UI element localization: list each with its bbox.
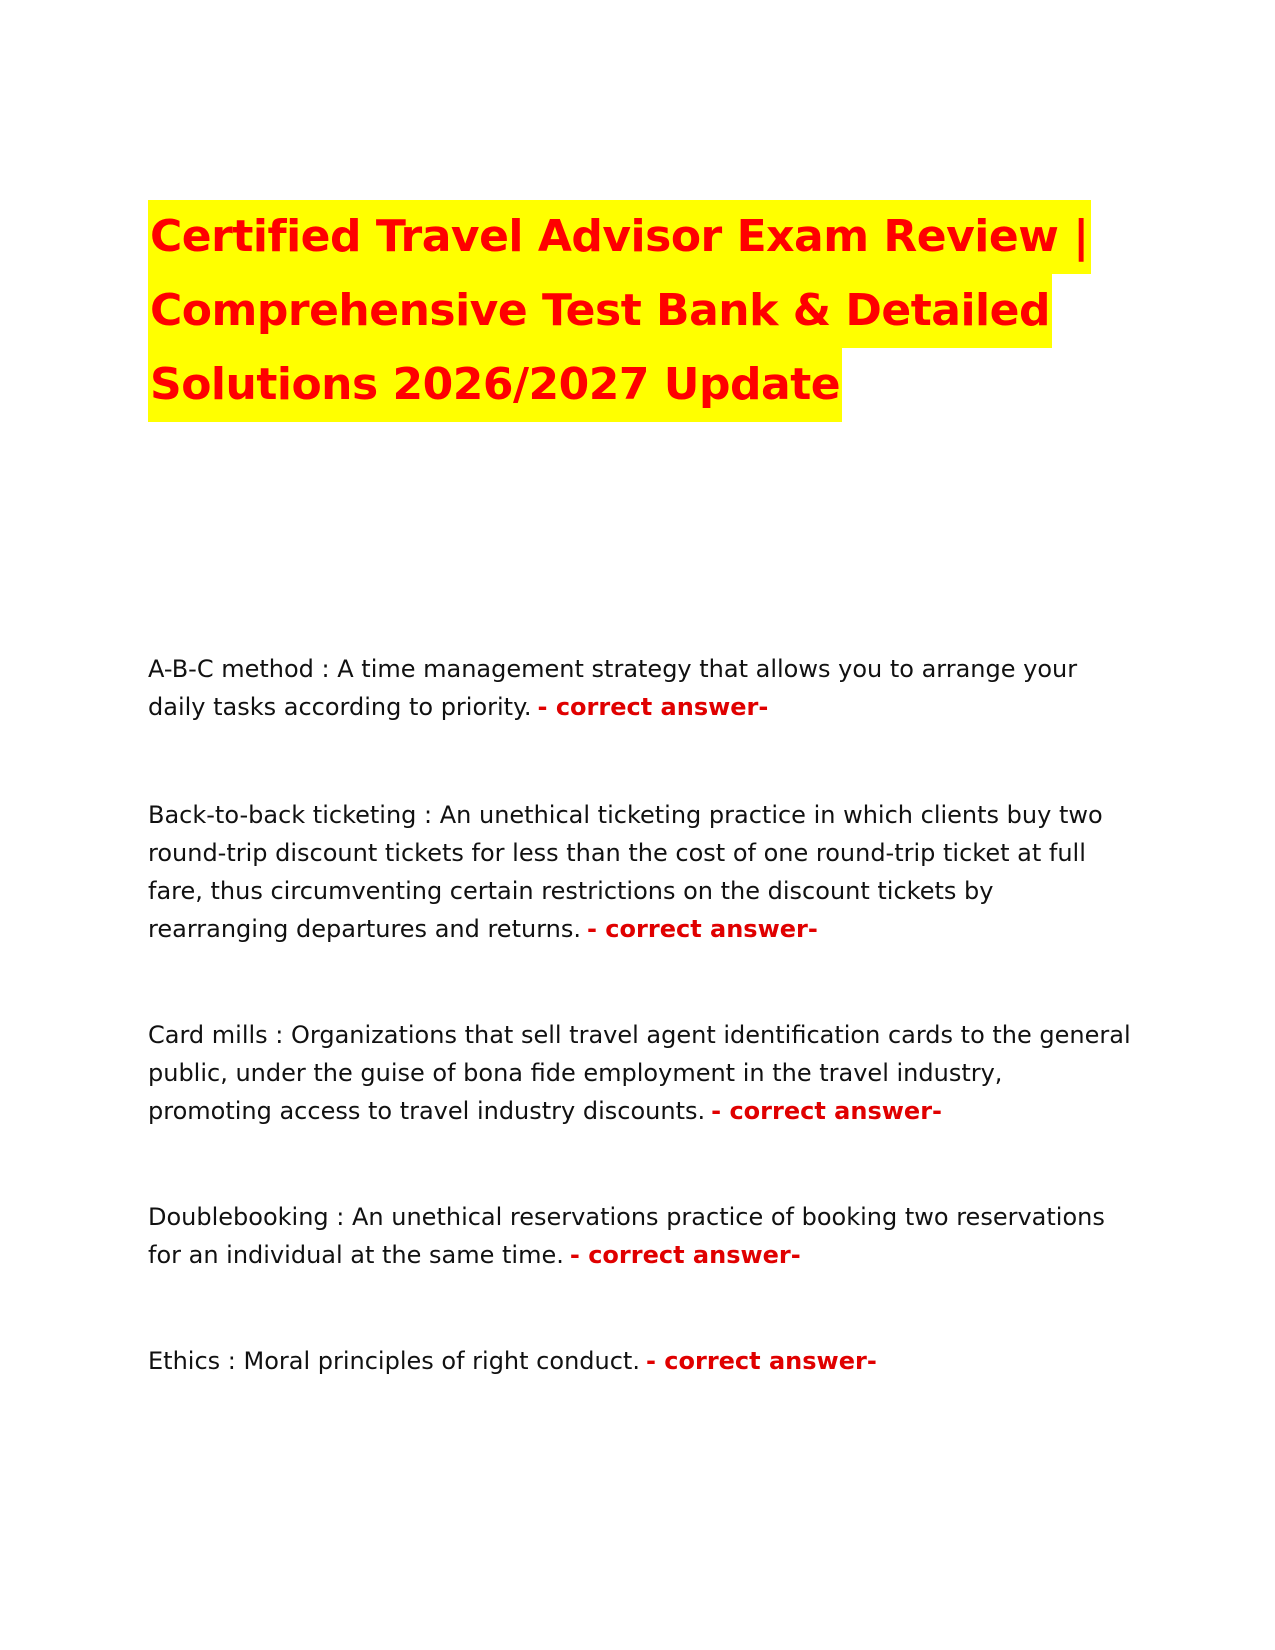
entry-card-mills: [148, 1016, 1133, 1130]
entry-abc-method: [148, 650, 1133, 726]
correct-answer-label: - correct answer-: [537, 693, 769, 721]
entry-text: Doublebooking : An unethical reservations practice of booking two reservations for an individual at the same time.: [148, 1203, 1105, 1269]
entry-doublebooking: [148, 1198, 1133, 1274]
entry-back-to-back-ticketing: [148, 796, 1133, 948]
entry-text: Back-to-back ticketing : An unethical ticketing practice in which clients buy two round-trip discount tickets for less than the cost of one round-trip ticket at full fare, thus circumventing certain restrictions on the discount tickets by rearranging departures and returns.: [148, 801, 1103, 943]
entry-ethics: [148, 1342, 1133, 1380]
correct-answer-label: - correct answer-: [569, 1241, 801, 1269]
correct-answer-label: - correct answer-: [645, 1347, 877, 1375]
title-line-3: Solutions 2026/2027 Update: [148, 348, 842, 422]
correct-answer-label: - correct answer-: [711, 1097, 942, 1125]
title-line-1: Certified Travel Advisor Exam Review |: [148, 200, 1091, 274]
correct-answer-label: - correct answer-: [586, 915, 818, 943]
entry-text: A-B-C method : A time management strategy that allows you to arrange your daily tasks according to priority.: [148, 655, 1078, 721]
document-title: [148, 200, 1108, 422]
entry-text: Card mills : Organizations that sell travel agent identification cards to the general public, under the guise of bona fide employment in the travel industry, promoting access to travel industry discounts.: [148, 1021, 1131, 1125]
entry-text: Ethics : Moral principles of right conduct.: [148, 1347, 640, 1375]
title-line-2: Comprehensive Test Bank & Detailed: [148, 274, 1052, 348]
